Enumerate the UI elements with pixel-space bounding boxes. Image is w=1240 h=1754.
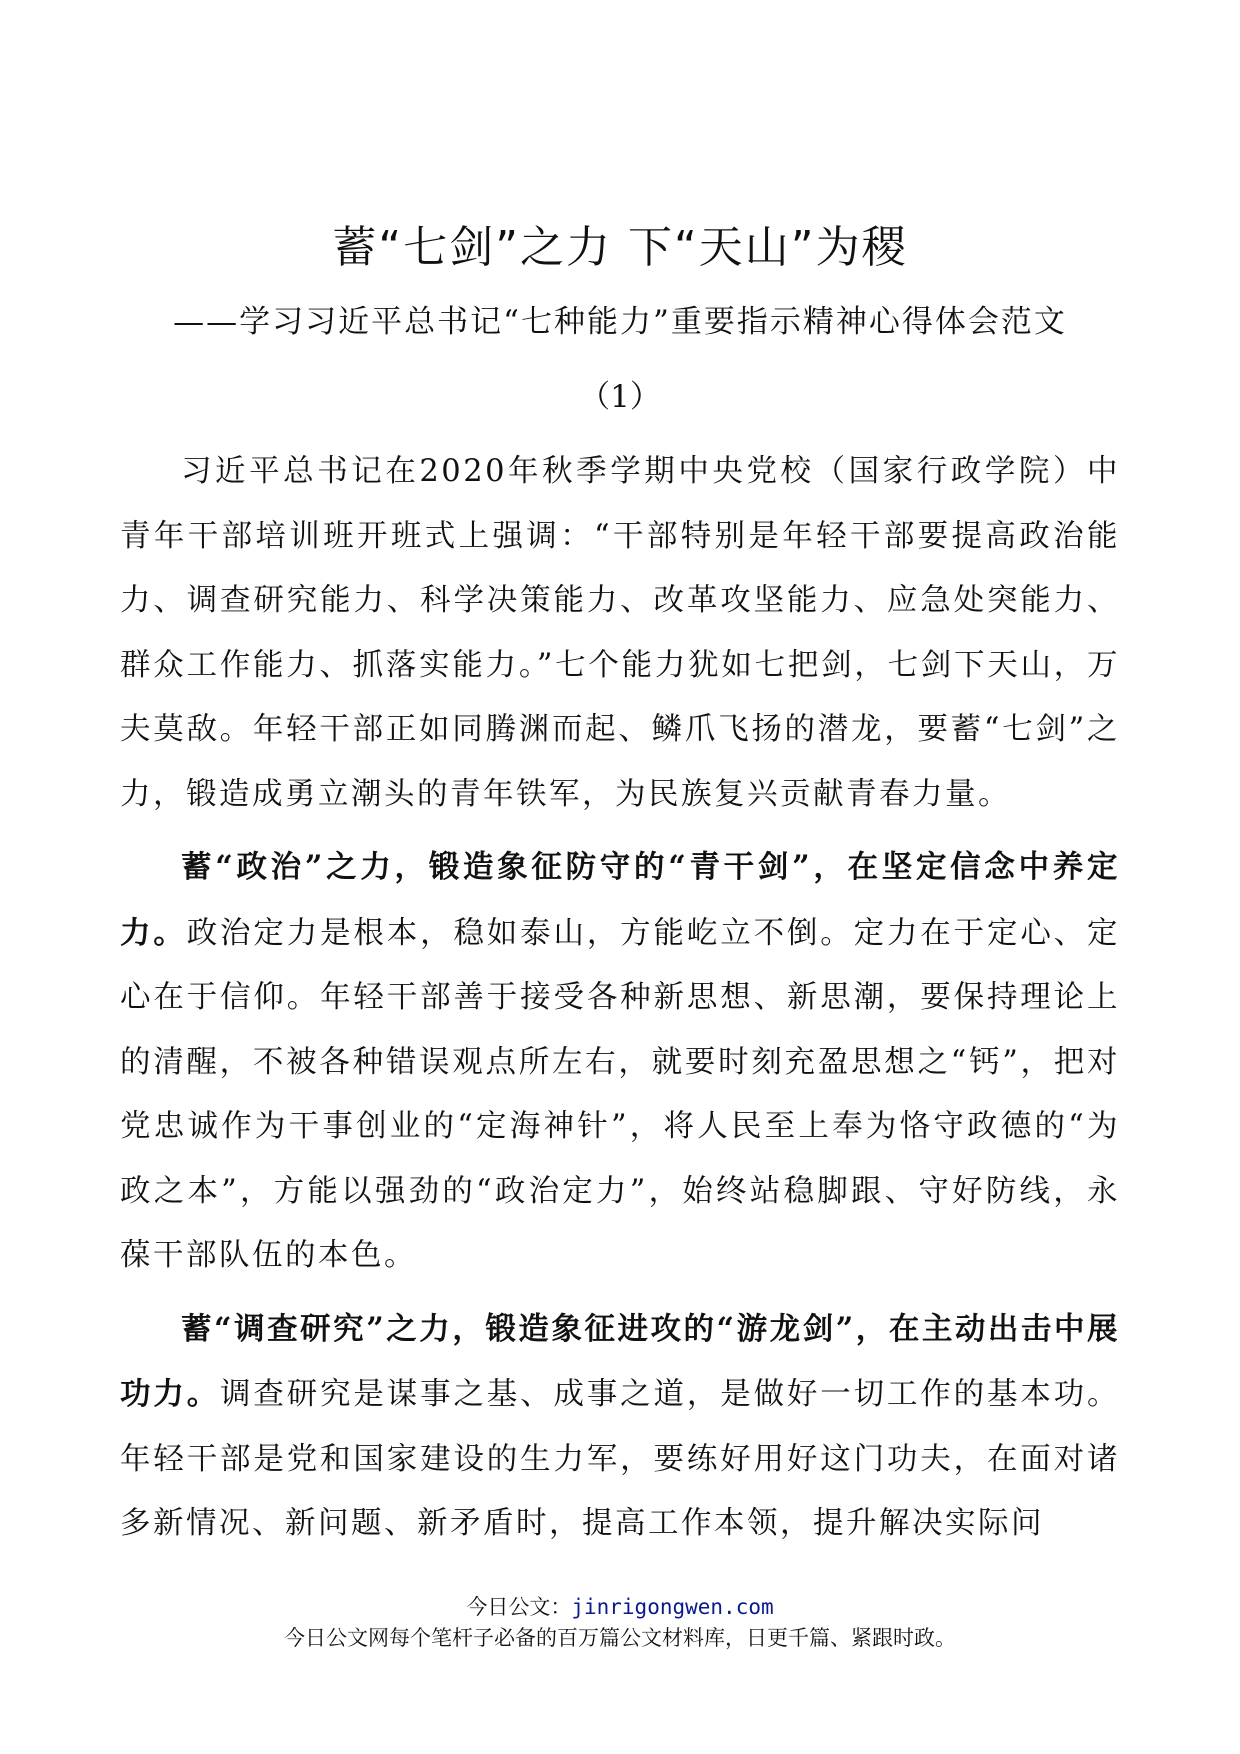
paragraph-political-ability (120, 835, 1120, 1289)
paragraph-intro (120, 440, 1120, 827)
document-title: 蓄“七剑”之力 下“天山”为稷 (332, 222, 908, 273)
paragraph-text: 调查研究是谋事之基、成事之道，是做好一切工作的基本功。年轻干部是党和国家建设的生力军，要练好用好这门功夫，在面对诸多新情况、新问题、新矛盾时，提高工作本领，提升解决实际问 (120, 1377, 1121, 1541)
footer-line-site (0, 1592, 1240, 1623)
footer-url-link[interactable]: jinrigongwen.com (571, 1595, 774, 1619)
paragraph-text: 习近平总书记在2020年秋季学期中央党校（国家行政学院）中青年干部培训班开班式上强调：“干部特别是年轻干部要提高政治能力、调查研究能力、科学决策能力、改革攻坚能力、应急处突能力、群众工作能力、抓落实能力。”七个能力犹如七把剑，七剑下天山，万夫莫敌。年轻干部正如同腾渊而起、鳞爪飞扬的潜龙，要蓄“七剑”之力，锻造成勇立潮头的青年铁军，为民族复兴贡献青春力量。 (120, 454, 1120, 812)
document-subtitle: ——学习习近平总书记“七种能力”重要指示精神心得体会范文 (173, 304, 1067, 340)
footer-tagline: 今日公文网每个笔杆子必备的百万篇公文材料库，日更千篇、紧跟时政。 (284, 1626, 956, 1650)
paragraph-lead: 蓄“调查研究”之力，锻造象征进攻的“游龙剑”，在主动出击中展功力。 (120, 1310, 1120, 1412)
paragraph-text: 政治定力是根本，稳如泰山，方能屹立不倒。定力在于定心、定心在于信仰。年轻干部善于接受各种新思想、新思潮，要保持理论上的清醒，不被各种错误观点所左右，就要时刻充盈思想之“钙”，把对党忠诚作为干事创业的“定海神针”，将人民至上奉为恪守政德的“为政之本”，方能以强劲的“政治定力”，始终站稳脚跟、守好防线，永葆干部队伍的本色。 (120, 915, 1121, 1273)
page-footer (0, 1592, 1240, 1654)
document-subtitle-number: （1） (579, 379, 661, 415)
document-body (120, 440, 1120, 1557)
footer-label: 今日公文： (466, 1595, 572, 1619)
paragraph-research-ability (120, 1297, 1120, 1557)
paragraph-lead: 蓄“政治”之力，锻造象征防守的“青干剑”，在坚定信念中养定力。 (120, 849, 1120, 951)
